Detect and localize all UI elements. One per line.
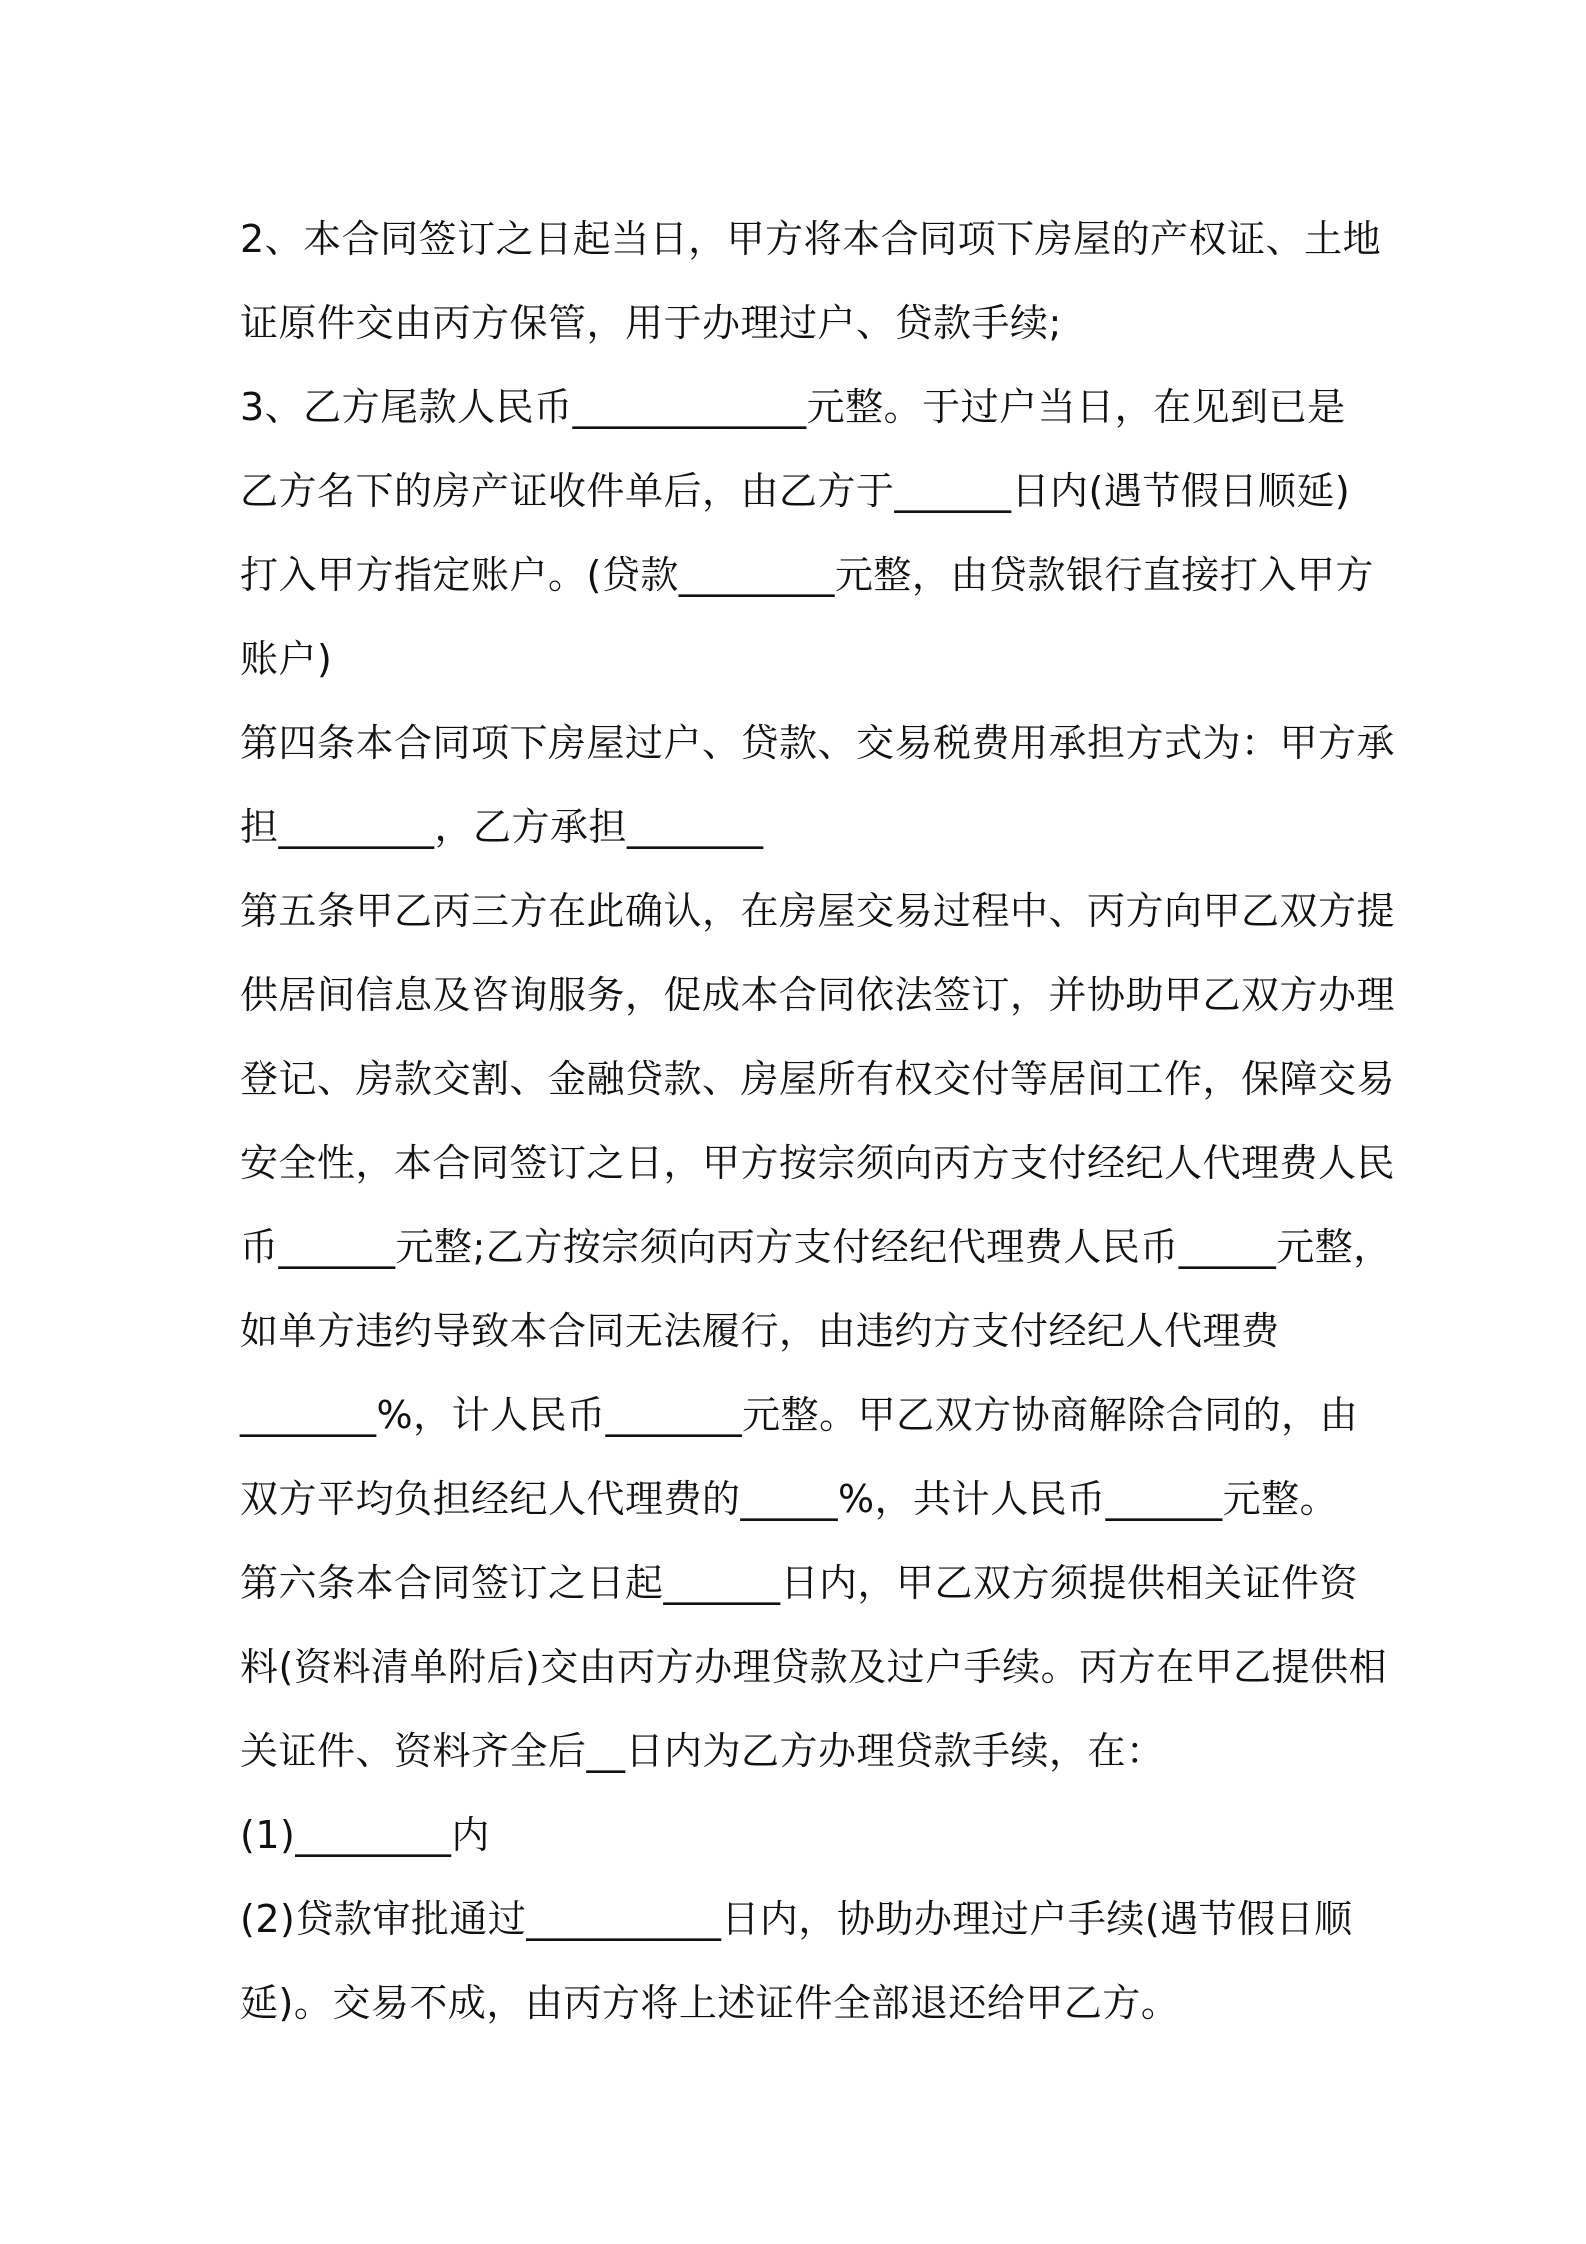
text-line: 安全性，本合同签订之日，甲方按宗须向丙方支付经纪人代理费人民	[240, 1141, 1396, 1185]
text-line: 如单方违约导致本合同无法履行，由违约方支付经纪人代理费	[240, 1309, 1280, 1353]
text-line: 第六条本合同签订之日起______日内，甲乙双方须提供相关证件资	[240, 1561, 1359, 1605]
text-line: 打入甲方指定账户。(贷款________元整，由贷款银行直接打入甲方	[240, 553, 1374, 597]
text-line: 第五条甲乙丙三方在此确认，在房屋交易过程中、丙方向甲乙双方提	[240, 889, 1396, 933]
text-line: 关证件、资料齐全后__日内为乙方办理贷款手续，在：	[240, 1729, 1165, 1773]
text-line: 供居间信息及咨询服务，促成本合同依法签订，并协助甲乙双方办理	[240, 973, 1396, 1017]
text-line: 2、本合同签订之日起当日，甲方将本合同项下房屋的产权证、土地	[240, 217, 1382, 261]
text-line: 登记、房款交割、金融贷款、房屋所有权交付等居间工作，保障交易	[240, 1057, 1396, 1101]
text-line: 3、乙方尾款人民币____________元整。于过户当日，在见到已是	[240, 385, 1346, 429]
text-line: 料(资料清单附后)交由丙方办理贷款及过户手续。丙方在甲乙提供相	[240, 1645, 1388, 1689]
text-line: 延)。交易不成，由丙方将上述证件全部退还给甲乙方。	[240, 1981, 1180, 2025]
text-line: 双方平均负担经纪人代理费的_____%，共计人民币______元整。	[240, 1477, 1339, 1521]
text-line: 证原件交由丙方保管，用于办理过户、贷款手续;	[240, 301, 1062, 345]
text-line: 乙方名下的房产证收件单后，由乙方于______日内(遇节假日顺延)	[240, 469, 1351, 513]
contract-text	[240, 197, 1396, 2045]
text-line: 担________，乙方承担_______	[240, 805, 764, 849]
text-line: (1)________内	[240, 1813, 490, 1857]
text-line: _______%，计人民币_______元整。甲乙双方协商解除合同的，由	[240, 1393, 1359, 1437]
text-line: (2)贷款审批通过__________日内，协助办理过户手续(遇节假日顺	[240, 1897, 1353, 1941]
text-line: 第四条本合同项下房屋过户、贷款、交易税费用承担方式为：甲方承	[240, 721, 1396, 765]
text-line: 币______元整;乙方按宗须向丙方支付经纪代理费人民币_____元整，	[240, 1225, 1392, 1269]
text-line: 账户)	[240, 637, 333, 681]
